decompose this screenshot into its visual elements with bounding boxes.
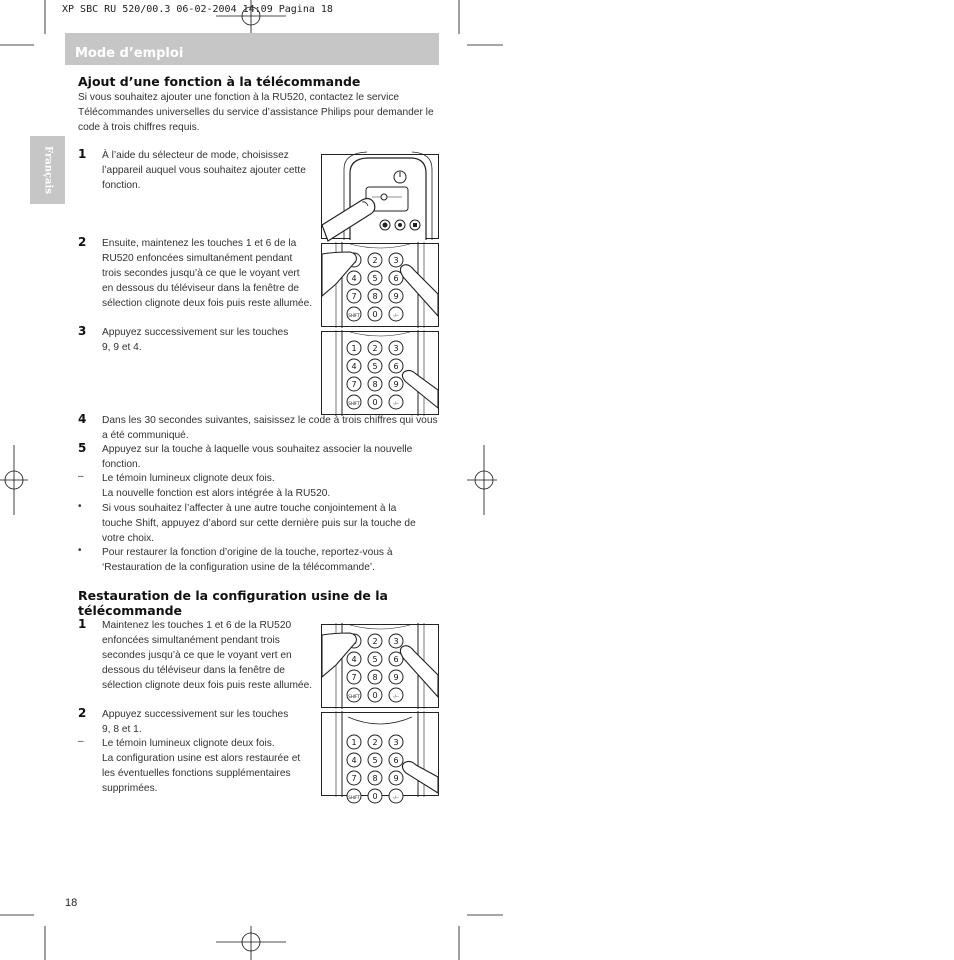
note-line: votre choix. [102, 533, 155, 544]
keypad-key [389, 670, 403, 684]
step-text [102, 707, 288, 737]
heading-line: télécommande [78, 603, 183, 618]
keypad-key [347, 377, 361, 391]
keypad-key [347, 735, 361, 749]
keypad-key-label: 9 [393, 292, 399, 301]
step-number: 2 [78, 235, 87, 249]
keypad-key [368, 688, 382, 702]
keypad-key-label: 8 [372, 673, 378, 682]
keypad-key [347, 289, 361, 303]
keypad-key-label: 0 [372, 398, 378, 407]
keypad-key-label: 5 [372, 274, 378, 283]
pressing-finger [402, 370, 438, 408]
keypad-key [347, 789, 361, 803]
step-line: Ensuite, maintenez les touches 1 et 6 de la [102, 238, 297, 249]
keypad-key-label: SHIFT [348, 694, 360, 699]
keypad-key [389, 341, 403, 355]
keypad-key-label: 2 [372, 256, 378, 265]
keypad-illustration-9 [321, 331, 439, 415]
note-line: ‘Restauration de la configuration usine de la télécommande’. [102, 562, 375, 573]
keypad-key-label: 4 [351, 756, 357, 765]
step-line: a été communiqué. [102, 430, 189, 441]
step-text [102, 148, 306, 193]
keypad-key [389, 377, 403, 391]
step-line: 9, 9 et 4. [102, 342, 142, 353]
keypad-key [347, 753, 361, 767]
keypad-drawing [322, 713, 438, 801]
step-line: secondes jusqu’à ce que le voyant vert en [102, 650, 292, 661]
step-line: sélection clignote deux fois puis reste allumée. [102, 298, 313, 309]
pressing-finger [400, 265, 438, 316]
note-line: La configuration usine est alors restaurée et [102, 753, 301, 764]
step-number: 5 [78, 441, 87, 455]
keypad-key-label: 7 [351, 673, 357, 682]
keypad-key [389, 634, 403, 648]
keypad-key [368, 753, 382, 767]
keypad-key-label: 1 [351, 344, 357, 353]
keypad-key-label: 9 [393, 380, 399, 389]
keypad-key-label: 2 [372, 738, 378, 747]
step-line: fonction. [102, 459, 141, 470]
note-line: Le témoin lumineux clignote deux fois. [102, 738, 275, 749]
header-title: Mode d’emploi [75, 46, 184, 61]
pressing-finger [400, 646, 438, 697]
step-line: RU520 enfoncées simultanément pendant [102, 253, 293, 264]
keypad-key-label: 5 [372, 655, 378, 664]
keypad-key [368, 359, 382, 373]
step-number: 4 [78, 412, 87, 426]
keypad-key-label: 3 [393, 256, 399, 265]
keypad-key [389, 395, 403, 409]
step-line: en dessous du téléviseur dans la fenêtre de [102, 283, 300, 294]
keypad-key [389, 289, 403, 303]
keypad-key [347, 307, 361, 321]
keypad-key [368, 735, 382, 749]
note-line: La nouvelle fonction est alors intégrée à la RU520. [102, 488, 331, 499]
keypad-key-label: 2 [372, 637, 378, 646]
step-number: 2 [78, 706, 87, 720]
header-bar [65, 33, 439, 65]
keypad-key [368, 789, 382, 803]
step-number: 3 [78, 324, 87, 338]
keypad-key-label: 7 [351, 292, 357, 301]
keypad-key-label: 4 [351, 274, 357, 283]
keypad-key [347, 652, 361, 666]
step-line: 9, 8 et 1. [102, 724, 142, 735]
note-line: touche Shift, appuyez d’abord sur cette dernière puis sur la touche de [102, 518, 416, 529]
keypad-key [368, 652, 382, 666]
step-text [102, 413, 438, 443]
keypad-drawing [322, 625, 438, 707]
keypad-key [368, 341, 382, 355]
step-line: Appuyez sur la touche à laquelle vous souhaitez associer la nouvelle [102, 444, 413, 455]
section-intro [78, 90, 434, 135]
keypad-key [389, 688, 403, 702]
keypad-key [389, 789, 403, 803]
keypad-key-label: 5 [372, 756, 378, 765]
keypad-key [389, 771, 403, 785]
step-line: l’appareil auquel vous souhaitez ajouter cette [102, 165, 306, 176]
keypad-key-label: 5 [372, 362, 378, 371]
keypad-key-label: 7 [351, 774, 357, 783]
keypad-key-label: -/-- [393, 795, 399, 800]
heading-line: Restauration de la configuration usine de la [78, 588, 388, 603]
keypad-key [389, 753, 403, 767]
keypad-illustration-1-6 [321, 243, 439, 327]
remote-top-drawing [322, 155, 438, 238]
keypad-key-label: 6 [393, 756, 399, 765]
step-line: À l’aide du sélecteur de mode, choisissez [102, 150, 289, 161]
step-number: 1 [78, 617, 87, 631]
keypad-key-label: 6 [393, 362, 399, 371]
keypad-key-label: 8 [372, 380, 378, 389]
keypad-key [389, 359, 403, 373]
keypad-key [389, 735, 403, 749]
page-number: 18 [65, 897, 78, 909]
keypad-key [368, 307, 382, 321]
keypad-key [368, 253, 382, 267]
note-text [102, 545, 393, 575]
dash-marker: – [78, 471, 84, 482]
keypad-key [368, 377, 382, 391]
keypad-key-label: SHIFT [348, 401, 360, 406]
step-line: Appuyez successivement sur les touches [102, 709, 289, 720]
step-number: 1 [78, 147, 87, 161]
keypad-key [368, 670, 382, 684]
keypad-key-label: 8 [372, 292, 378, 301]
keypad-drawing [322, 244, 438, 326]
keypad-key-label: 3 [393, 738, 399, 747]
keypad-key [368, 289, 382, 303]
keypad-key-label: 0 [372, 310, 378, 319]
step-line: trois secondes jusqu’à ce que le voyant vert [102, 268, 300, 279]
intro-line: code à trois chiffres requis. [78, 122, 200, 133]
bullet-marker: • [78, 545, 82, 556]
step-line: fonction. [102, 180, 141, 191]
note-line: Si vous souhaitez l’affecter à une autre touche conjointement à la [102, 503, 397, 514]
keypad-key-label: 8 [372, 774, 378, 783]
keypad-key-label: 2 [372, 344, 378, 353]
keypad-key [368, 634, 382, 648]
keypad-key-label: -/-- [393, 313, 399, 318]
keypad-key [368, 271, 382, 285]
keypad-key [389, 307, 403, 321]
step-line: Maintenez les touches 1 et 6 de la RU520 [102, 620, 292, 631]
keypad-key [347, 395, 361, 409]
step-line: sélection clignote deux fois puis reste allumée. [102, 680, 313, 691]
print-slug: XP SBC RU 520/00.3 06-02-2004 14:09 Pagina 18 [62, 4, 333, 15]
step-line: Appuyez successivement sur les touches [102, 327, 289, 338]
keypad-drawing [322, 332, 438, 414]
keypad-key-label: -/-- [393, 694, 399, 699]
section-heading: Ajout d’une fonction à la télécommande [78, 74, 361, 89]
keypad-illustration-1-6-reset [321, 624, 439, 708]
keypad-key [368, 771, 382, 785]
step-text [102, 236, 312, 311]
keypad-key-label: 7 [351, 380, 357, 389]
step-text [102, 325, 288, 355]
keypad-key-label: SHIFT [348, 313, 360, 318]
note-line: Le témoin lumineux clignote deux fois. [102, 473, 275, 484]
keypad-key [347, 670, 361, 684]
keypad-key-label: 6 [393, 655, 399, 664]
mode-selector-illustration [321, 154, 439, 239]
intro-line: Si vous souhaitez ajouter une fonction à la RU520, contactez le service [78, 92, 400, 103]
note-line: supprimées. [102, 783, 158, 794]
keypad-key-label: -/-- [393, 401, 399, 406]
keypad-key [368, 395, 382, 409]
dash-marker: – [78, 736, 84, 747]
step-line: Dans les 30 secondes suivantes, saisissez le code à trois chiffres qui vous [102, 415, 438, 426]
intro-line: Télécommandes universelles du service d’assistance Philips pour demander le [78, 107, 434, 118]
language-tab-label: Français [42, 146, 53, 194]
keypad-key [347, 341, 361, 355]
keypad-key-label: 3 [393, 344, 399, 353]
keypad-illustration-9-reset [321, 712, 439, 801]
pressing-finger [402, 761, 438, 793]
keypad-key-label: 0 [372, 792, 378, 801]
step-text [102, 618, 312, 693]
keypad-key-label: 1 [351, 738, 357, 747]
keypad-key [389, 253, 403, 267]
keypad-key-label: 9 [393, 673, 399, 682]
keypad-key-label: 4 [351, 655, 357, 664]
section-heading [78, 588, 388, 618]
note-line: les éventuelles fonctions supplémentaires [102, 768, 291, 779]
step-line: enfoncées simultanément pendant trois [102, 635, 280, 646]
language-tab [30, 136, 65, 204]
note-text [102, 471, 330, 501]
bullet-marker: • [78, 501, 82, 512]
keypad-key-label: 6 [393, 274, 399, 283]
keypad-key-label: 9 [393, 774, 399, 783]
keypad-key-label: 4 [351, 362, 357, 371]
keypad-key-label: SHIFT [348, 795, 360, 800]
step-line: dessous du téléviseur dans la fenêtre de [102, 665, 285, 676]
keypad-key-label: 0 [372, 691, 378, 700]
note-text [102, 501, 416, 546]
step-text [102, 442, 412, 472]
keypad-key [347, 688, 361, 702]
keypad-key [347, 359, 361, 373]
keypad-key [347, 771, 361, 785]
keypad-key-label: 3 [393, 637, 399, 646]
note-line: Pour restaurer la fonction d’origine de la touche, reportez-vous à [102, 547, 393, 558]
note-text [102, 736, 300, 796]
keypad-key [347, 271, 361, 285]
